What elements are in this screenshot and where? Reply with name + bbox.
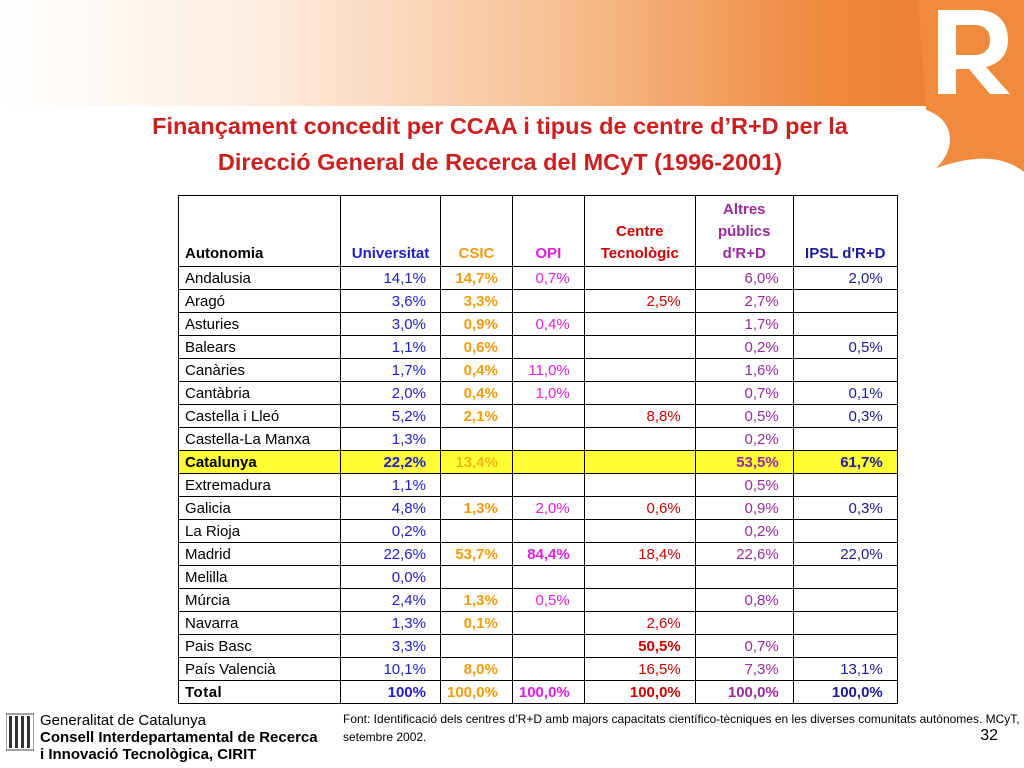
- cell-ct: 8,8%: [584, 405, 695, 428]
- col-header-altres-line1: Altres: [722, 201, 766, 218]
- row-name: Múrcia: [179, 589, 341, 612]
- cell-ct: 2,5%: [584, 290, 695, 313]
- cell-ct: [584, 359, 695, 382]
- cell-csic: 1,3%: [441, 497, 513, 520]
- cell-ap: 6,0%: [695, 267, 793, 290]
- col-header-autonomia: Autonomia: [179, 196, 341, 267]
- cell-csic: 3,3%: [441, 290, 513, 313]
- generalitat-logo: [6, 712, 34, 752]
- cell-ct: [584, 451, 695, 474]
- cell-univ: 100%: [341, 681, 441, 704]
- cell-ct: 18,4%: [584, 543, 695, 566]
- row-name: La Rioja: [179, 520, 341, 543]
- cell-univ: 1,3%: [341, 428, 441, 451]
- cell-opi: [512, 566, 584, 589]
- cell-csic: 13,4%: [441, 451, 513, 474]
- cell-univ: 2,0%: [341, 382, 441, 405]
- cell-ap: 0,5%: [695, 474, 793, 497]
- col-header-ipsl: IPSL d'R+D: [793, 196, 897, 267]
- cell-csic: [441, 635, 513, 658]
- cell-ap: 1,7%: [695, 313, 793, 336]
- row-name: Extremadura: [179, 474, 341, 497]
- cell-ap: [695, 612, 793, 635]
- table-row: [179, 336, 898, 359]
- table-body: [179, 267, 898, 704]
- cell-opi: [512, 290, 584, 313]
- row-name: Cantàbria: [179, 382, 341, 405]
- table-row: [179, 451, 898, 474]
- col-header-centre-line2: Tecnològic: [600, 245, 679, 262]
- row-name: País Valencià: [179, 658, 341, 681]
- cell-opi: 0,5%: [512, 589, 584, 612]
- table-row: [179, 382, 898, 405]
- cell-ipsl: [793, 589, 897, 612]
- cell-univ: 3,3%: [341, 635, 441, 658]
- table-row: [179, 681, 898, 704]
- cell-opi: 84,4%: [512, 543, 584, 566]
- row-name: Navarra: [179, 612, 341, 635]
- cell-opi: 2,0%: [512, 497, 584, 520]
- cell-ct: 16,5%: [584, 658, 695, 681]
- table-row: [179, 658, 898, 681]
- cell-opi: [512, 635, 584, 658]
- footer-organization: [40, 712, 318, 763]
- row-name: Aragó: [179, 290, 341, 313]
- cell-csic: [441, 520, 513, 543]
- col-header-altres-line3: d'R+D: [722, 245, 766, 262]
- cell-univ: 4,8%: [341, 497, 441, 520]
- table-row: [179, 520, 898, 543]
- funding-table-wrapper: [178, 195, 898, 704]
- cell-ipsl: 61,7%: [793, 451, 897, 474]
- cell-opi: 0,7%: [512, 267, 584, 290]
- table-row: [179, 267, 898, 290]
- cell-csic: 100,0%: [441, 681, 513, 704]
- cell-csic: 0,1%: [441, 612, 513, 635]
- cell-univ: 1,1%: [341, 336, 441, 359]
- cell-univ: 5,2%: [341, 405, 441, 428]
- cell-univ: 2,4%: [341, 589, 441, 612]
- cell-ipsl: [793, 474, 897, 497]
- cell-univ: 1,7%: [341, 359, 441, 382]
- cell-opi: [512, 520, 584, 543]
- cell-ct: [584, 267, 695, 290]
- cell-ap: 0,2%: [695, 336, 793, 359]
- cell-ap: 2,7%: [695, 290, 793, 313]
- row-name: Castella-La Manxa: [179, 428, 341, 451]
- cell-ap: 100,0%: [695, 681, 793, 704]
- table-row: [179, 543, 898, 566]
- cell-ipsl: [793, 520, 897, 543]
- cell-csic: [441, 428, 513, 451]
- cell-univ: 1,1%: [341, 474, 441, 497]
- org-line-2: Consell Interdepartamental de Recerca: [40, 729, 318, 746]
- cell-ct: [584, 520, 695, 543]
- col-header-csic: CSIC: [441, 196, 513, 267]
- cell-ct: [584, 336, 695, 359]
- row-name: Melilla: [179, 566, 341, 589]
- table-row: [179, 497, 898, 520]
- funding-table: [178, 195, 898, 704]
- cell-ap: 0,7%: [695, 635, 793, 658]
- cell-ct: [584, 382, 695, 405]
- cell-ipsl: [793, 566, 897, 589]
- table-row: [179, 566, 898, 589]
- cell-ct: 50,5%: [584, 635, 695, 658]
- row-name: Galicia: [179, 497, 341, 520]
- cell-ipsl: 2,0%: [793, 267, 897, 290]
- cell-ipsl: [793, 359, 897, 382]
- cell-ipsl: 13,1%: [793, 658, 897, 681]
- cell-opi: 100,0%: [512, 681, 584, 704]
- cell-ipsl: [793, 428, 897, 451]
- row-name: Total: [179, 681, 341, 704]
- cell-ipsl: 100,0%: [793, 681, 897, 704]
- cell-ipsl: 0,1%: [793, 382, 897, 405]
- cell-ipsl: 0,3%: [793, 405, 897, 428]
- table-row: [179, 290, 898, 313]
- source-note: Font: Identificació dels centres d’R+D amb majors capacitats científico-tècniques en les diverses comunitats autònomes. MCyT, setembre 2002.: [343, 712, 1020, 744]
- title-line-1: Finançament concedit per CCAA i tipus de centre d’R+D per la: [152, 113, 848, 139]
- table-row: [179, 428, 898, 451]
- cell-opi: [512, 405, 584, 428]
- row-name: Madrid: [179, 543, 341, 566]
- col-header-altres-publics: [695, 196, 793, 267]
- table-header-row: [179, 196, 898, 267]
- row-name: Castella i Lleó: [179, 405, 341, 428]
- row-name: Asturies: [179, 313, 341, 336]
- title-line-2: Direcció General de Recerca del MCyT (1996-2001): [217, 149, 783, 175]
- cell-ap: 53,5%: [695, 451, 793, 474]
- cell-csic: 0,4%: [441, 359, 513, 382]
- org-line-1: Generalitat de Catalunya: [40, 712, 206, 729]
- cell-opi: [512, 428, 584, 451]
- cell-ap: 0,8%: [695, 589, 793, 612]
- cell-univ: 22,6%: [341, 543, 441, 566]
- col-header-centre-tecnologic: [584, 196, 695, 267]
- cell-opi: [512, 474, 584, 497]
- cell-csic: 1,3%: [441, 589, 513, 612]
- cell-ipsl: [793, 290, 897, 313]
- cell-csic: 0,4%: [441, 382, 513, 405]
- cell-ipsl: 0,5%: [793, 336, 897, 359]
- cell-ipsl: 0,3%: [793, 497, 897, 520]
- cell-univ: 0,2%: [341, 520, 441, 543]
- table-row: [179, 405, 898, 428]
- cell-opi: [512, 658, 584, 681]
- table-row: [179, 635, 898, 658]
- cell-univ: 14,1%: [341, 267, 441, 290]
- cell-opi: 1,0%: [512, 382, 584, 405]
- cell-ap: 22,6%: [695, 543, 793, 566]
- cell-ct: 0,6%: [584, 497, 695, 520]
- col-header-opi: OPI: [512, 196, 584, 267]
- cell-ct: [584, 313, 695, 336]
- cell-csic: [441, 566, 513, 589]
- cell-ct: [584, 589, 695, 612]
- col-header-universitat: Universitat: [341, 196, 441, 267]
- row-name: Balears: [179, 336, 341, 359]
- cell-ap: [695, 566, 793, 589]
- cell-opi: [512, 451, 584, 474]
- table-row: [179, 359, 898, 382]
- org-line-3: i Innovació Tecnològica, CIRIT: [40, 746, 257, 763]
- cell-ct: 100,0%: [584, 681, 695, 704]
- cell-univ: 0,0%: [341, 566, 441, 589]
- header-banner: [0, 0, 1024, 106]
- col-header-centre-line1: Centre: [615, 223, 664, 240]
- cell-opi: 0,4%: [512, 313, 584, 336]
- cell-opi: [512, 612, 584, 635]
- cell-ap: 0,2%: [695, 520, 793, 543]
- cell-ap: 0,9%: [695, 497, 793, 520]
- cell-ap: 0,5%: [695, 405, 793, 428]
- cell-univ: 22,2%: [341, 451, 441, 474]
- cell-ipsl: [793, 313, 897, 336]
- cell-univ: 3,6%: [341, 290, 441, 313]
- table-row: [179, 612, 898, 635]
- row-name: Pais Basc: [179, 635, 341, 658]
- cell-csic: [441, 474, 513, 497]
- row-name: Catalunya: [179, 451, 341, 474]
- cell-ipsl: [793, 612, 897, 635]
- cell-ct: [584, 474, 695, 497]
- page-number: 32: [980, 727, 998, 744]
- cell-opi: 11,0%: [512, 359, 584, 382]
- table-row: [179, 313, 898, 336]
- table-row: [179, 589, 898, 612]
- row-name: Canàries: [179, 359, 341, 382]
- cell-univ: 10,1%: [341, 658, 441, 681]
- cell-csic: 0,9%: [441, 313, 513, 336]
- cell-univ: 1,3%: [341, 612, 441, 635]
- cell-ap: 0,7%: [695, 382, 793, 405]
- cell-ct: 2,6%: [584, 612, 695, 635]
- cell-csic: 8,0%: [441, 658, 513, 681]
- cell-opi: [512, 336, 584, 359]
- cell-csic: 2,1%: [441, 405, 513, 428]
- cell-ipsl: [793, 635, 897, 658]
- cell-ap: 7,3%: [695, 658, 793, 681]
- cell-ipsl: 22,0%: [793, 543, 897, 566]
- slide-title: [60, 108, 940, 180]
- cell-ct: [584, 428, 695, 451]
- cell-csic: 53,7%: [441, 543, 513, 566]
- row-name: Andalusia: [179, 267, 341, 290]
- cell-ap: 0,2%: [695, 428, 793, 451]
- table-row: [179, 474, 898, 497]
- cell-univ: 3,0%: [341, 313, 441, 336]
- cell-csic: 14,7%: [441, 267, 513, 290]
- cell-ct: [584, 566, 695, 589]
- cell-ap: 1,6%: [695, 359, 793, 382]
- cell-csic: 0,6%: [441, 336, 513, 359]
- col-header-altres-line2: públics: [717, 223, 771, 240]
